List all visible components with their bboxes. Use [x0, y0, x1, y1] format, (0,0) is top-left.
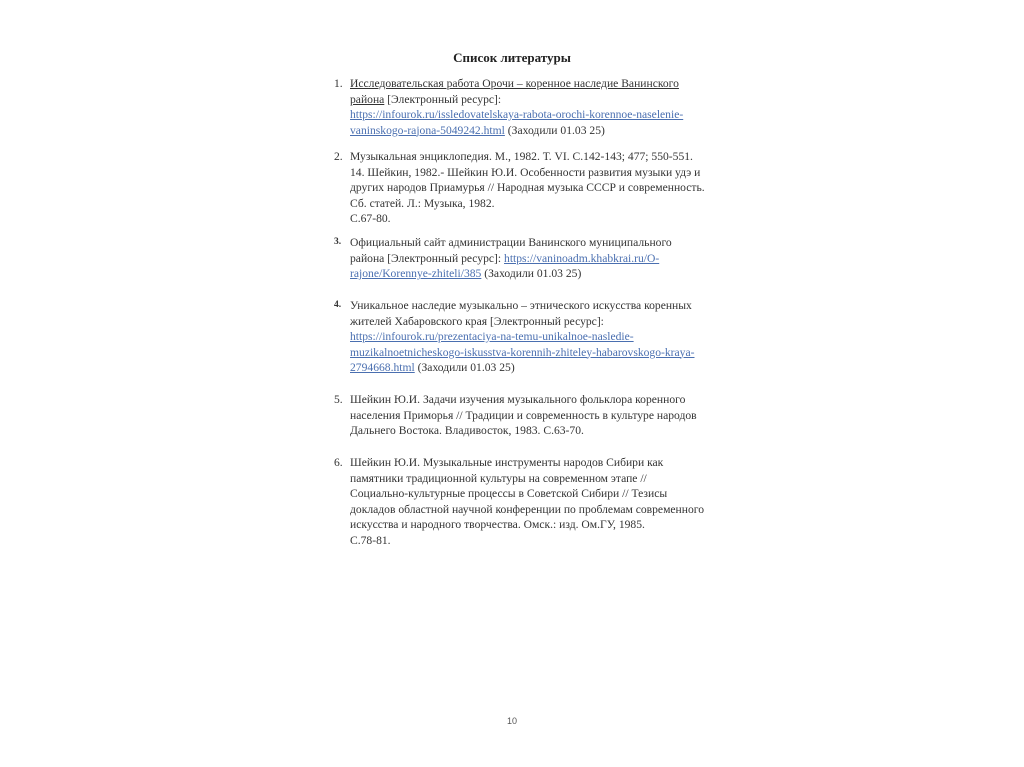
- reference-text-segment: населения Приморья // Традиции и современность в культуре народов: [350, 408, 697, 422]
- reference-title-text: района: [350, 92, 385, 106]
- reference-text-segment: Шейкин Ю.И. Музыкальные инструменты народов Сибири как: [350, 456, 664, 469]
- reference-text: [350, 235, 760, 282]
- reference-text: [350, 76, 760, 138]
- reference-line: [350, 298, 760, 314]
- reference-text-segment: докладов областной научной конференции по проблемам современного: [350, 502, 705, 516]
- reference-line: [350, 486, 760, 502]
- reference-number: 5.: [334, 393, 343, 406]
- reference-text-segment: С.67-80.: [350, 212, 391, 225]
- reference-text-segment: района [Электронный ресурс]:: [350, 251, 505, 265]
- reference-line: [350, 517, 760, 533]
- reference-line: [350, 123, 760, 139]
- reference-text-segment: жителей Хабаровского края [Электронный ресурс]:: [350, 314, 604, 328]
- reference-link[interactable]: vaninskogo-rajona-5049242.html: [350, 123, 505, 137]
- reference-text: [350, 298, 760, 376]
- reference-text-segment: (Заходили 01.03 25): [504, 123, 605, 137]
- reference-number: 4.: [334, 300, 342, 310]
- reference-text-segment: С.78-81.: [350, 533, 391, 547]
- reference-link[interactable]: 2794668.html: [350, 361, 415, 374]
- reference-text-segment: Шейкин Ю.И. Задачи изучения музыкального фольклора коренного: [350, 393, 686, 406]
- reference-title-text: Исследовательская работа Орочи – коренное наследие Ванинского: [350, 77, 679, 90]
- reference-line: [350, 423, 760, 439]
- reference-line: [350, 455, 760, 471]
- reference-number: 6.: [334, 456, 343, 469]
- reference-text-segment: Музыкальная энциклопедия. М., 1982. Т. VI. С.142-143; 477; 550-551.: [350, 150, 693, 163]
- reference-link[interactable]: muzikalnoetnicheskogo-iskusstva-korennih-zhiteley-habarovskogo-kraya-: [350, 345, 695, 359]
- reference-line: [350, 533, 760, 549]
- reference-line: [350, 329, 760, 345]
- reference-line: [350, 149, 760, 165]
- page-title: Список литературы: [453, 50, 571, 65]
- reference-line: [350, 360, 760, 376]
- reference-line: [350, 92, 760, 108]
- reference-text-segment: других народов Приамурья // Народная музыка СССР и современность.: [350, 181, 705, 194]
- reference-text-segment: Дальнего Востока. Владивосток, 1983. С.63-70.: [350, 424, 584, 437]
- reference-line: [350, 502, 760, 518]
- reference-line: [350, 471, 760, 487]
- reference-number: 2.: [334, 150, 343, 163]
- reference-text: [350, 392, 760, 439]
- reference-text-segment: Официальный сайт администрации Ванинского муниципального: [350, 236, 672, 249]
- reference-line: [350, 235, 760, 251]
- reference-line: [350, 180, 760, 196]
- reference-number: 3.: [334, 237, 342, 247]
- reference-line: [350, 211, 760, 227]
- reference-line: [350, 392, 760, 408]
- reference-text: [350, 455, 760, 548]
- reference-text: [350, 149, 760, 227]
- reference-text-segment: 14. Шейкин, 1982.- Шейкин Ю.И. Особенности развития музыки удэ и: [350, 165, 701, 179]
- reference-text-segment: [Электронный ресурс]:: [384, 92, 502, 106]
- reference-text-segment: искусства и народного творчества. Омск.: изд. Ом.ГУ, 1985.: [350, 518, 645, 531]
- reference-line: [350, 165, 760, 181]
- reference-text-segment: Уникальное наследие музыкально – этнического искусства коренных: [350, 299, 692, 312]
- reference-text-segment: (Заходили 01.03 25): [481, 267, 582, 280]
- reference-text-segment: Сб. статей. Л.: Музыка, 1982.: [350, 196, 495, 210]
- reference-link[interactable]: rajone/Korennye-zhiteli/385: [350, 267, 482, 280]
- reference-line: [350, 107, 760, 123]
- reference-link[interactable]: https://infourok.ru/issledovatelskaya-rabota-orochi-korennoe-naselenie-: [350, 108, 684, 121]
- reference-line: [350, 408, 760, 424]
- reference-line: [350, 345, 760, 361]
- reference-line: [350, 76, 760, 92]
- reference-line: [350, 196, 760, 212]
- page-number: 10: [506, 716, 517, 726]
- reference-line: [350, 266, 760, 282]
- reference-link[interactable]: https://infourok.ru/prezentaciya-na-temu-unikalnoe-nasledie-: [350, 330, 634, 343]
- reference-text-segment: памятники традиционной культуры на современном этапе //: [350, 471, 647, 485]
- reference-link[interactable]: https://vaninoadm.khabkrai.ru/O-: [504, 251, 660, 265]
- reference-number: 1.: [334, 77, 343, 90]
- reference-text-segment: (Заходили 01.03 25): [414, 361, 515, 374]
- reference-text-segment: Социально-культурные процессы в Советской Сибири // Тезисы: [350, 487, 668, 500]
- reference-line: [350, 251, 760, 267]
- reference-line: [350, 314, 760, 330]
